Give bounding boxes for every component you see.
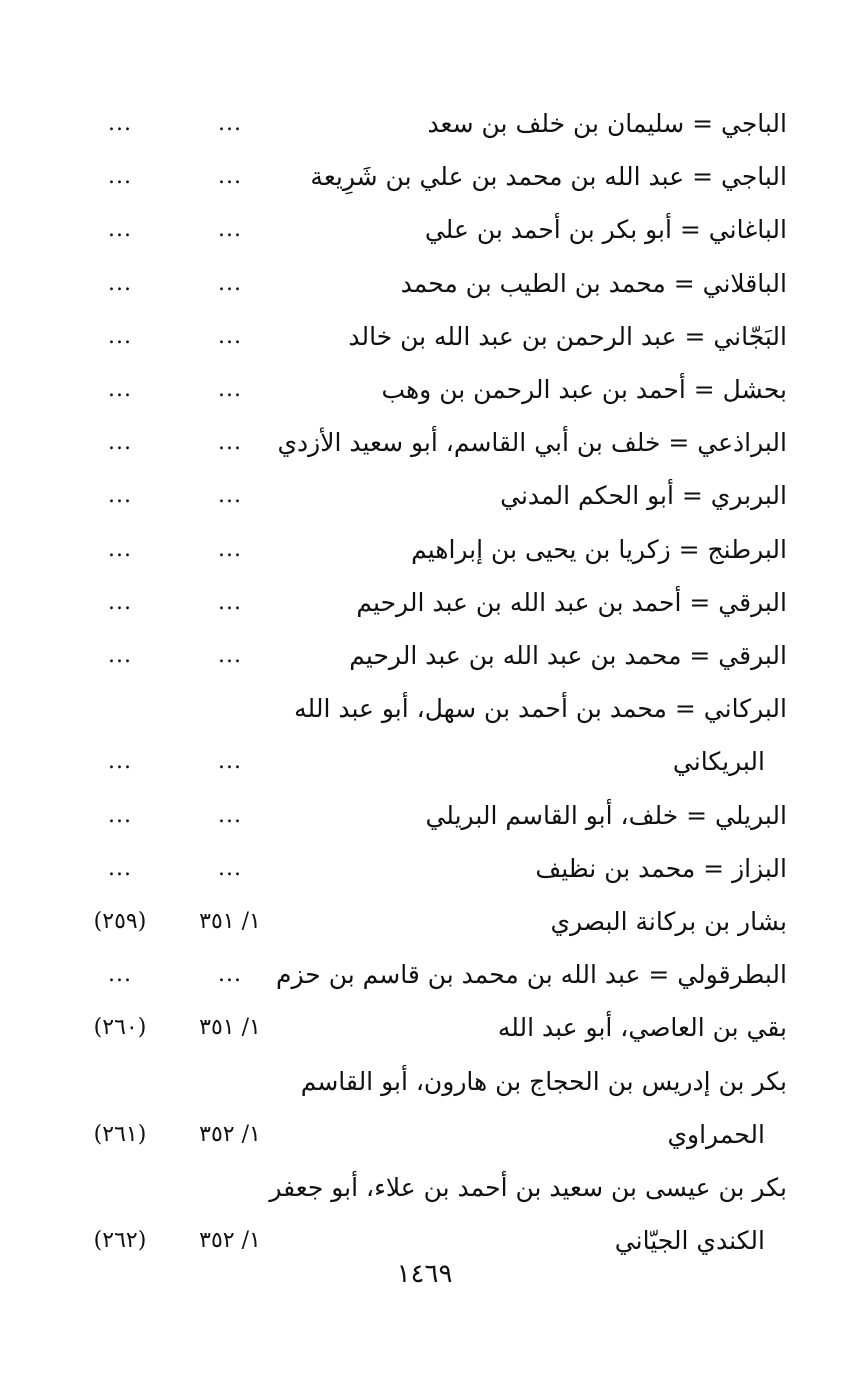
entry-volume-page: ...: [218, 856, 242, 881]
entry-name: بكر بن عيسى بن سعيد بن أحمد بن علاء، أبو جعفر: [269, 1173, 787, 1202]
index-entry: [0, 528, 849, 572]
entry-volume-page: ...: [218, 164, 242, 189]
entry-volume-page: ...: [218, 111, 242, 136]
entry-number: (٢٦١): [93, 1122, 147, 1147]
entry-volume-page: ...: [218, 643, 242, 668]
entry-name: الباجي = عبد الله بن محمد بن علي بن شَرِيعة: [310, 162, 787, 191]
entry-name: بكر بن إدريس بن الحجاج بن هارون، أبو القاسم: [300, 1067, 787, 1096]
entry-name: بحشل = أحمد بن عبد الرحمن بن وهب: [381, 375, 787, 404]
entry-name: بشار بن بركانة البصري: [550, 907, 787, 936]
entry-volume-page: ١/ ٣٥٢: [199, 1122, 261, 1147]
entry-name: الباجي = سليمان بن خلف بن سعد: [427, 109, 787, 138]
entry-number: (٢٥٩): [93, 909, 147, 934]
entry-volume-page: ...: [218, 537, 242, 562]
entry-name: الباقلاني = محمد بن الطيب بن محمد: [400, 269, 787, 298]
index-entry: [0, 847, 849, 891]
index-entry: [0, 794, 849, 838]
index-entry: [0, 687, 849, 731]
entry-number: ...: [108, 537, 132, 562]
entry-number: ...: [108, 164, 132, 189]
entry-name-continuation: الكندي الجيّاني: [614, 1226, 765, 1255]
entry-number: ...: [108, 324, 132, 349]
entry-name-continuation: البريكاني: [672, 747, 765, 776]
index-entry: [0, 368, 849, 412]
entry-name: الباغاني = أبو بكر بن أحمد بن علي: [424, 215, 787, 244]
entry-number: (٢٦٠): [93, 1015, 147, 1040]
page-number: ١٤٦٩: [396, 1259, 453, 1289]
entry-volume-page: ...: [218, 217, 242, 242]
index-entry: [0, 1006, 849, 1050]
entry-volume-page: ...: [218, 483, 242, 508]
entry-number: ...: [108, 217, 132, 242]
index-entry-continuation: [0, 740, 849, 784]
entry-number: ...: [108, 962, 132, 987]
entry-volume-page: ١/ ٣٥٢: [199, 1228, 261, 1253]
index-entry: [0, 474, 849, 518]
entry-number: ...: [108, 590, 132, 615]
entry-name: البطرقولي = عبد الله بن محمد بن قاسم بن حزم: [276, 960, 787, 989]
entry-name: البركاني = محمد بن أحمد بن سهل، أبو عبد الله: [294, 694, 787, 723]
entry-volume-page: ...: [218, 430, 242, 455]
entry-number: ...: [108, 430, 132, 455]
entry-name: البَجّاني = عبد الرحمن بن عبد الله بن خالد: [348, 322, 787, 351]
entry-volume-page: ...: [218, 271, 242, 296]
entry-name: بقي بن العاصي، أبو عبد الله: [497, 1013, 787, 1042]
entry-number: ...: [108, 111, 132, 136]
entry-number: ...: [108, 749, 132, 774]
entry-name: البرقي = محمد بن عبد الله بن عبد الرحيم: [349, 641, 787, 670]
entry-name: البرطنج = زكريا بن يحيى بن إبراهيم: [411, 535, 787, 564]
index-entry: [0, 262, 849, 306]
index-entry: [0, 155, 849, 199]
index-entry: [0, 900, 849, 944]
entry-volume-page: ...: [218, 749, 242, 774]
entry-volume-page: ...: [218, 962, 242, 987]
entry-name: البزاز = محمد بن نظيف: [535, 854, 787, 883]
index-entry-continuation: [0, 1113, 849, 1157]
index-entry: [0, 421, 849, 465]
index-entry: [0, 581, 849, 625]
index-entry: [0, 315, 849, 359]
entry-number: (٢٦٢): [93, 1228, 147, 1253]
entry-name: البريلي = خلف، أبو القاسم البريلي: [425, 801, 787, 830]
entry-volume-page: ...: [218, 324, 242, 349]
entry-volume-page: ١/ ٣٥١: [199, 909, 261, 934]
entry-number: ...: [108, 803, 132, 828]
entry-number: ...: [108, 643, 132, 668]
index-entry: [0, 634, 849, 678]
entry-number: ...: [108, 856, 132, 881]
entry-volume-page: ...: [218, 377, 242, 402]
index-entry: [0, 208, 849, 252]
entry-volume-page: ...: [218, 590, 242, 615]
entry-volume-page: ١/ ٣٥١: [199, 1015, 261, 1040]
index-entry: [0, 102, 849, 146]
entry-name: البربري = أبو الحكم المدني: [500, 481, 787, 510]
entry-name: البرقي = أحمد بن عبد الله بن عبد الرحيم: [356, 588, 787, 617]
entry-volume-page: ...: [218, 803, 242, 828]
entry-name-continuation: الحمراوي: [667, 1120, 765, 1149]
entry-number: ...: [108, 483, 132, 508]
index-entry: [0, 1166, 849, 1210]
entry-number: ...: [108, 271, 132, 296]
entry-number: ...: [108, 377, 132, 402]
index-entry: [0, 953, 849, 997]
entry-name: البراذعي = خلف بن أبي القاسم، أبو سعيد الأزدي: [277, 428, 787, 457]
index-entry: [0, 1060, 849, 1104]
